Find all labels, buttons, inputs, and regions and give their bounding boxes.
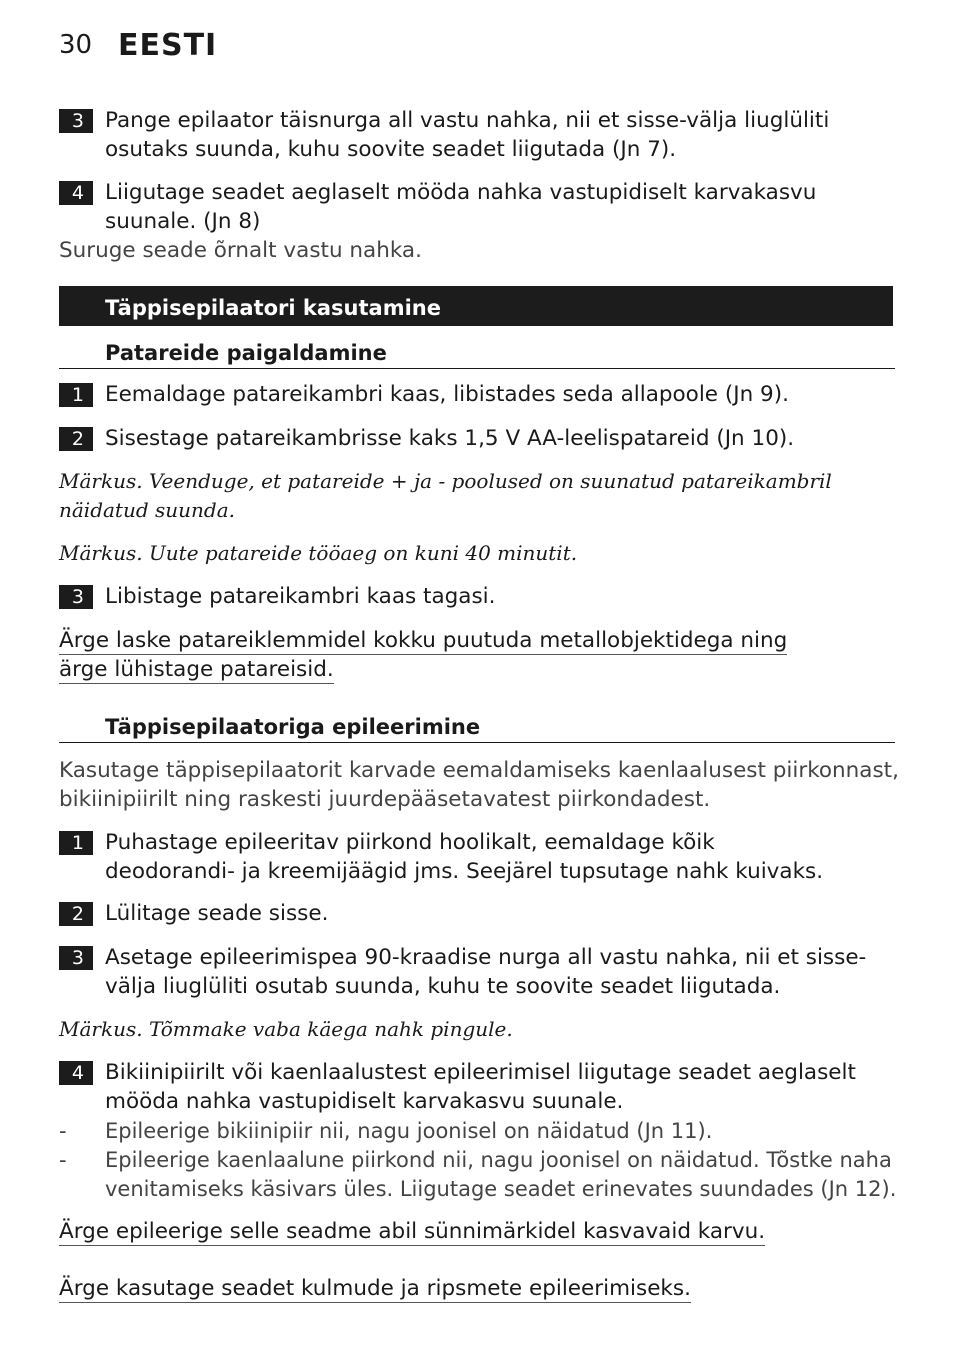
step-number: 3 (59, 946, 93, 970)
step-number: 4 (59, 181, 93, 205)
step-number: 4 (59, 1061, 93, 1085)
step-number: 2 (59, 427, 93, 451)
warning-text (59, 1274, 899, 1303)
dash-bullet: - (59, 1119, 67, 1143)
step-number: 3 (59, 109, 93, 133)
page-number: 30 (59, 30, 93, 60)
step-item (59, 943, 899, 1001)
intro-text: Kasutage täppisepilaatorit karvade eemaldamiseks kaenlaalusest piirkonnast, bikiinipiirilt ning raskesti juurdepääsetavatest piirkondadest. (59, 758, 899, 812)
step-text: Sisestage patareikambrisse kaks 1,5 V AA-leelispatareid (Jn 10). (105, 426, 795, 451)
dash-bullet: - (59, 1148, 67, 1172)
note-text: Suruge seade õrnalt vastu nahka. (59, 238, 422, 263)
warning-label: Ärge laske patareiklemmidel kokku puutuda metallobjektidega ning ärge lühistage patareisid. (59, 628, 788, 682)
list-item (59, 1117, 899, 1146)
subsection-title: Patareide paigaldamine (59, 338, 895, 369)
step-text: Libistage patareikambri kaas tagasi. (105, 584, 496, 609)
step-item (59, 828, 899, 886)
step-number: 3 (59, 585, 93, 609)
step-item (59, 178, 899, 236)
step-item (59, 1058, 899, 1116)
warning-text (59, 626, 819, 684)
subsection-title: Täppisepilaatoriga epileerimine (59, 712, 895, 743)
note-text: Märkus. Uute patareide tööaeg on kuni 40 minutit. (59, 541, 578, 565)
step-number: 2 (59, 902, 93, 926)
list-item-text: Epileerige bikiinipiir nii, nagu joonisel on näidatud (Jn 11). (105, 1119, 713, 1143)
step-text: Lülitage seade sisse. (105, 901, 329, 926)
list-item-text: Epileerige kaenlaalune piirkond nii, nagu joonisel on näidatud. Tõstke naha venitamiseks käsivars üles. Liigutage seadet erinevates suundades (Jn 12). (105, 1148, 897, 1201)
warning-label: Ärge epileerige selle seadme abil sünnimärkidel kasvavaid karvu. (59, 1219, 766, 1244)
note-text: Märkus. Tõmmake vaba käega nahk pingule. (59, 1017, 513, 1041)
step-text: Pange epilaator täisnurga all vastu nahka, nii et sisse-välja liuglüliti osutaks suunda, kuhu soovite seadet liigutada (Jn 7). (105, 108, 830, 162)
note-text: Märkus. Veenduge, et patareide + ja - poolused on suunatud patareikambril näidatud suunda. (59, 469, 832, 522)
step-text: Bikiinipiirilt või kaenlaalustest epileerimisel liigutage seadet aeglaselt mööda nahka vastupidiselt karvakasvu suunale. (105, 1060, 856, 1114)
step-item (59, 106, 899, 164)
step-item (59, 380, 899, 409)
step-text: Eemaldage patareikambri kaas, libistades seda allapoole (Jn 9). (105, 382, 789, 407)
step-item (59, 582, 899, 611)
step-text: Puhastage epileeritav piirkond hoolikalt, eemaldage kõik deodorandi- ja kreemijäägid jms. Seejärel tupsutage nahk kuivaks. (105, 830, 824, 884)
warning-text (59, 1217, 899, 1246)
step-text: Liigutage seadet aeglaselt mööda nahka vastupidiselt karvakasvu suunale. (Jn 8) (105, 180, 817, 234)
warning-label: Ärge kasutage seadet kulmude ja ripsmete epileerimiseks. (59, 1276, 691, 1301)
step-item (59, 899, 899, 928)
step-number: 1 (59, 383, 93, 407)
step-text: Asetage epileerimispea 90-kraadise nurga all vastu nahka, nii et sisse-välja liuglüliti osutab suunda, kuhu te soovite seadet liigutada. (105, 945, 867, 999)
step-item (59, 424, 899, 453)
language-heading: EESTI (118, 28, 218, 63)
section-title: Täppisepilaatori kasutamine (59, 286, 893, 326)
step-number: 1 (59, 831, 93, 855)
list-item (59, 1146, 899, 1204)
